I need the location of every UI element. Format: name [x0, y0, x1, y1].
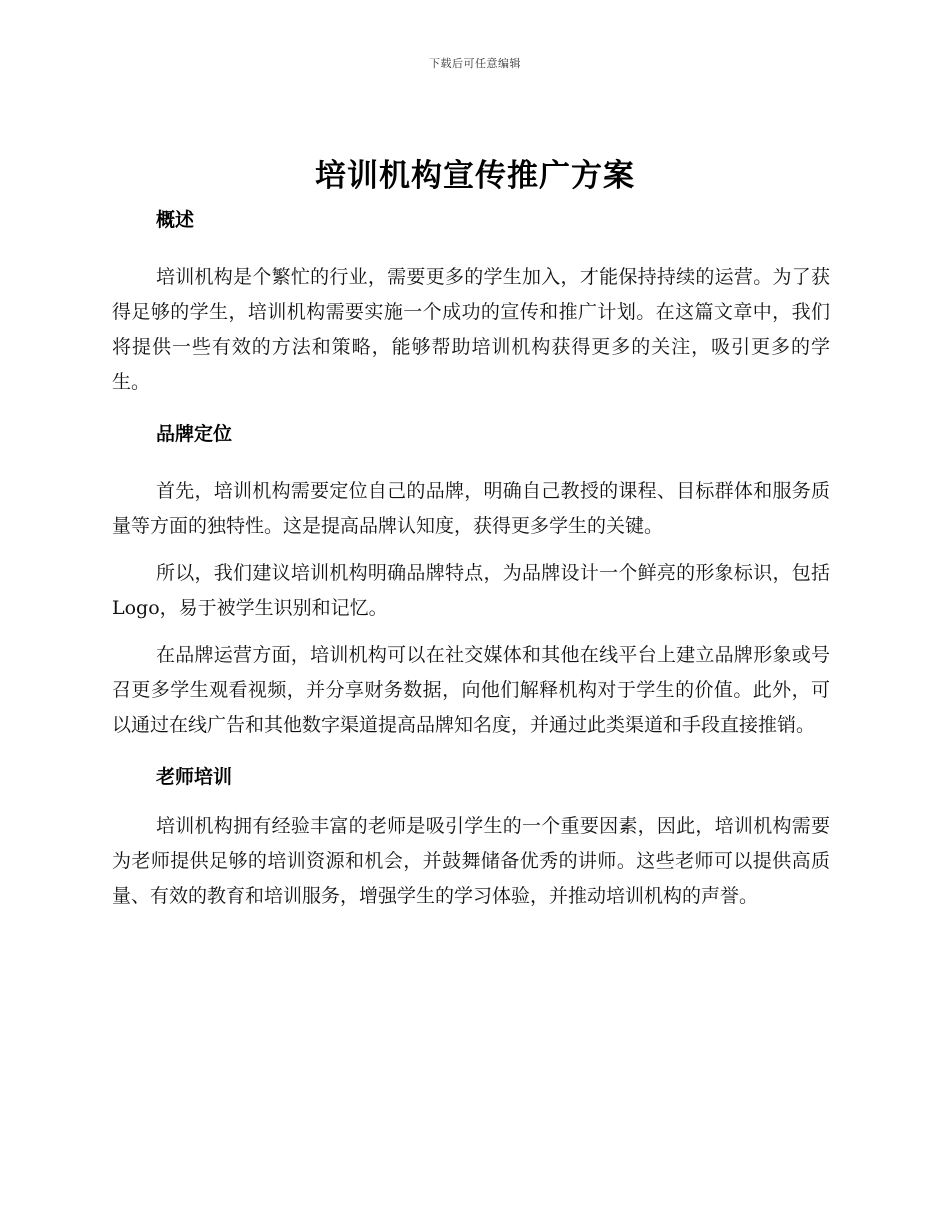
paragraph: 培训机构拥有经验丰富的老师是吸引学生的一个重要因素，因此，培训机构需要为老师提供足够的培训资源和机会，并鼓舞储备优秀的讲师。这些老师可以提供高质量、有效的教育和培训服务，增强学生的学习体验，并推动培训机构的声誉。	[112, 815, 830, 907]
section-heading: 老师培训	[156, 766, 233, 788]
section-heading: 品牌定位	[156, 423, 233, 445]
document-body	[112, 200, 830, 914]
paragraph: 培训机构是个繁忙的行业，需要更多的学生加入，才能保持持续的运营。为了获得足够的学生，培训机构需要实施一个成功的宣传和推广计划。在这篇文章中，我们将提供一些有效的方法和策略，能够帮助培训机构获得更多的关注，吸引更多的学生。	[112, 266, 830, 393]
section-brand-positioning	[112, 414, 830, 757]
section-overview	[112, 200, 830, 414]
page-title: 培训机构宣传推广方案	[315, 158, 635, 194]
paragraph: 首先，培训机构需要定位自己的品牌，明确自己教授的课程、目标群体和服务质量等方面的独特性。这是提高品牌认知度，获得更多学生的关键。	[112, 480, 830, 537]
paragraph: 在品牌运营方面，培训机构可以在社交媒体和其他在线平台上建立品牌形象或号召更多学生观看视频，并分享财务数据，向他们解释机构对于学生的价值。此外，可以通过在线广告和其他数字渠道提高品牌知名度，并通过此类渠道和手段直接推销。	[112, 644, 830, 736]
header-note: 下载后可任意编辑	[429, 57, 521, 70]
section-heading: 概述	[156, 209, 195, 231]
section-teacher-training	[112, 757, 830, 914]
paragraph: 所以，我们建议培训机构明确品牌特点，为品牌设计一个鲜亮的形象标识，包括 Logo，易于被学生识别和记忆。	[112, 562, 830, 619]
